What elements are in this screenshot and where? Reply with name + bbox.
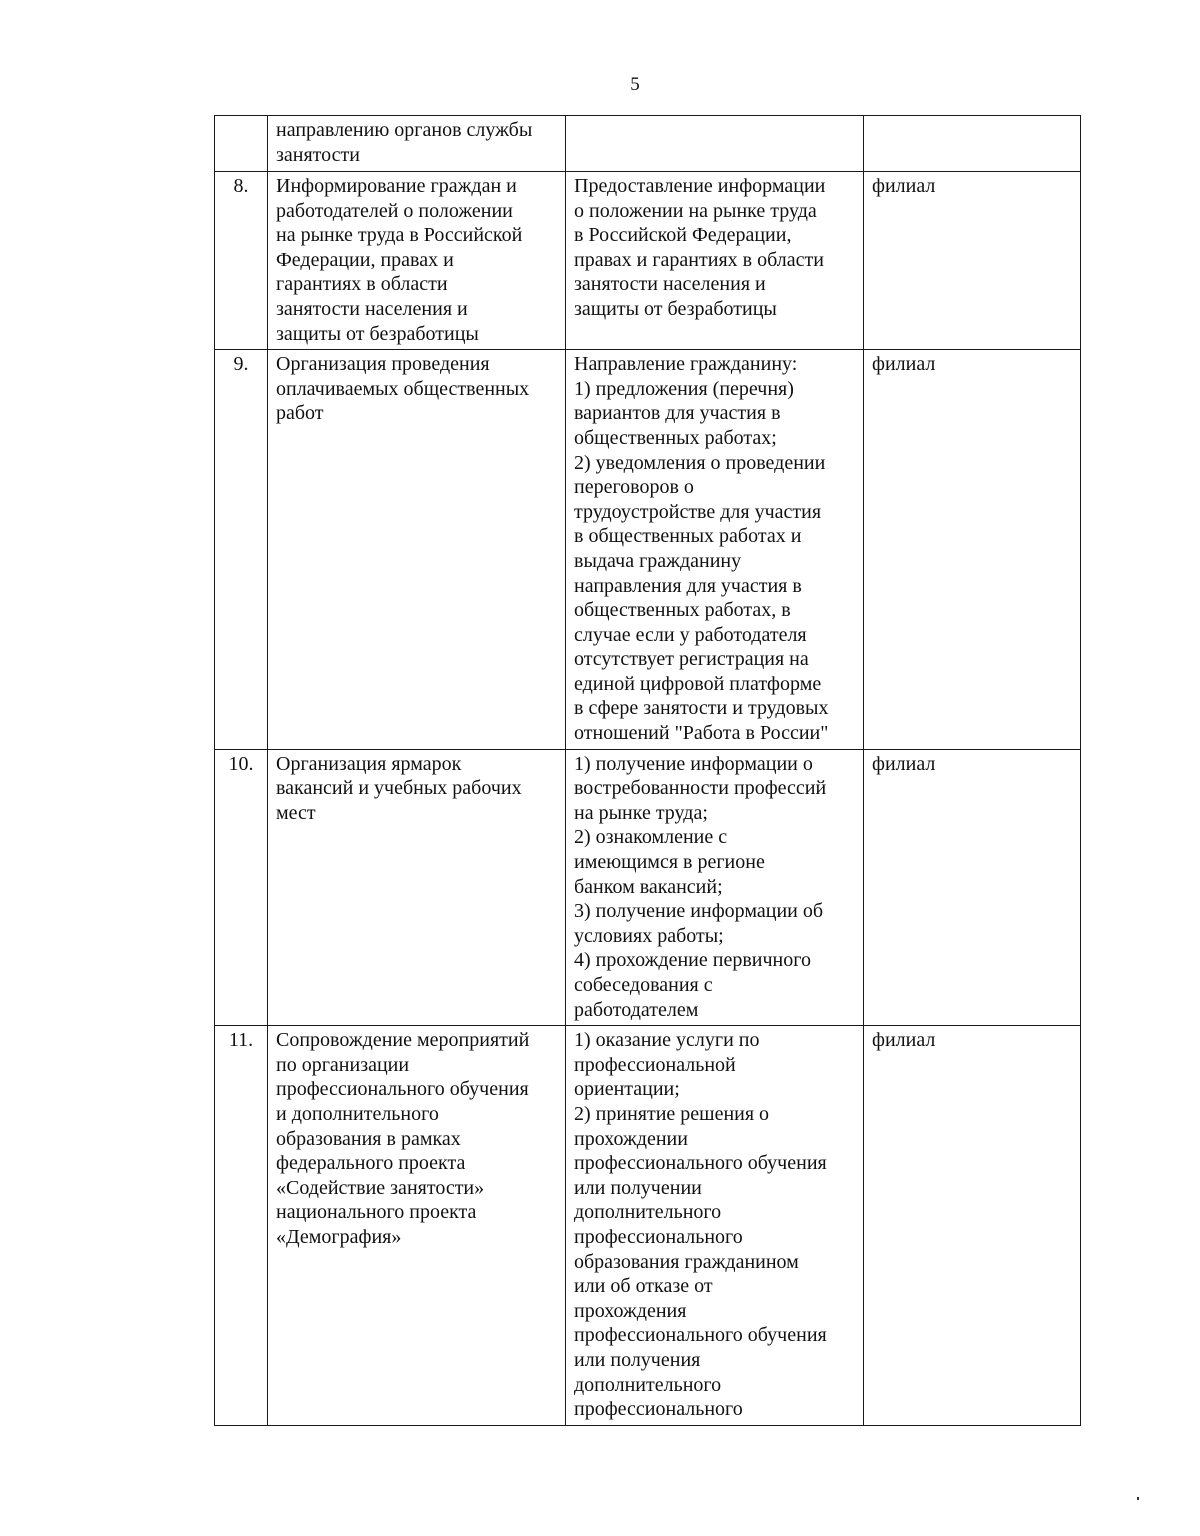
text-line: выдача гражданину	[574, 549, 742, 572]
table-row	[215, 1026, 1081, 1426]
text-line: работодателем	[574, 998, 699, 1021]
table-row	[215, 749, 1081, 1026]
text-line: востребованности профессий	[574, 777, 827, 800]
text-line: о положении на рынке труда	[574, 199, 817, 222]
scan-speck	[1137, 1497, 1139, 1500]
executor-cell	[864, 350, 1081, 750]
text-line: профессионального обучения	[574, 1152, 827, 1175]
text-line: или получения	[574, 1348, 701, 1371]
row-number-cell	[215, 116, 268, 172]
text-line: оплачиваемых общественных	[276, 377, 530, 400]
table-row	[215, 172, 1081, 350]
text-line: Организация проведения	[276, 353, 490, 376]
text-line: 1) предложения (перечня)	[574, 377, 794, 400]
text-line: и дополнительного	[276, 1102, 439, 1125]
text-line: единой цифровой платформе	[574, 672, 822, 695]
text-line: работ	[276, 402, 324, 425]
row-number-cell: 9.	[215, 350, 268, 750]
table-row	[215, 116, 1081, 172]
text-line: прохождения	[574, 1299, 687, 1322]
text-line: направлению органов службы	[276, 119, 533, 141]
executor-cell	[864, 1026, 1081, 1426]
text-line: 1) оказание услуги по	[574, 1029, 760, 1052]
text-line: дополнительного	[574, 1201, 722, 1224]
text-line: ориентации;	[574, 1078, 680, 1101]
text-line: дополнительного	[574, 1373, 722, 1396]
text-line: профессионального обучения	[574, 1324, 827, 1347]
text-line: в Российской Федерации,	[574, 224, 792, 247]
service-result-cell	[566, 172, 864, 350]
executor-cell	[864, 749, 1081, 1026]
text-line: условиях работы;	[574, 924, 724, 947]
text-line: мест	[276, 801, 316, 824]
text-line: в общественных работах и	[574, 525, 802, 548]
text-line: банком вакансий;	[574, 875, 723, 898]
page-number: 5	[630, 74, 640, 95]
text-line: на рынке труда;	[574, 801, 708, 824]
service-result-cell	[566, 350, 864, 750]
text-line: прохождении	[574, 1127, 688, 1150]
service-result-cell	[566, 116, 864, 172]
text-line: или получении	[574, 1176, 702, 1199]
text-line: занятости населения и	[574, 273, 766, 296]
text-line: 2) принятие решения о	[574, 1102, 770, 1125]
text-line: филиал	[872, 752, 936, 775]
text-line: вакансий и учебных рабочих	[276, 777, 522, 800]
text-line: отношений "Работа в России"	[574, 722, 829, 745]
text-line: 3) получение информации об	[574, 900, 824, 923]
text-line: гарантиях в области	[276, 273, 448, 296]
text-line: профессионального	[574, 1225, 743, 1248]
text-line: профессионального обучения	[276, 1078, 529, 1101]
text-line: в сфере занятости и трудовых	[574, 697, 829, 720]
table-row	[215, 350, 1081, 750]
text-line: занятости населения и	[276, 297, 468, 320]
text-line: образования в рамках	[276, 1127, 461, 1150]
text-line: Информирование граждан и	[276, 175, 517, 197]
text-line: профессиональной	[574, 1053, 736, 1076]
text-line: по организации	[276, 1053, 410, 1076]
text-line: федерального проекта	[276, 1152, 466, 1175]
text-line: трудоустройстве для участия	[574, 500, 822, 523]
text-line: случае если у работодателя	[574, 623, 807, 646]
service-name-cell	[268, 172, 566, 350]
text-line: национального проекта	[276, 1201, 477, 1224]
text-line: защиты от безработицы	[574, 297, 777, 320]
text-line: 2) ознакомление с	[574, 826, 728, 849]
service-result-cell	[566, 749, 864, 1026]
text-line: 1) получение информации о	[574, 752, 813, 775]
text-line: Предоставление информации	[574, 175, 826, 197]
text-line: филиал	[872, 353, 936, 376]
text-line: отсутствует регистрация на	[574, 648, 809, 671]
row-number-cell: 10.	[215, 749, 268, 1026]
text-line: образования гражданином	[574, 1250, 799, 1273]
text-line: общественных работах;	[574, 426, 777, 449]
text-line: «Демография»	[276, 1225, 402, 1248]
text-line: защиты от безработицы	[276, 322, 479, 345]
text-line: общественных работах, в	[574, 599, 791, 622]
text-line: Организация ярмарок	[276, 752, 462, 775]
service-name-cell	[268, 116, 566, 172]
text-line: переговоров о	[574, 476, 694, 499]
text-line: на рынке труда в Российской	[276, 224, 523, 247]
executor-cell	[864, 172, 1081, 350]
row-number-cell: 8.	[215, 172, 268, 350]
services-table	[214, 115, 1081, 1426]
service-result-cell	[566, 1026, 864, 1426]
text-line: вариантов для участия в	[574, 402, 781, 425]
text-line: 2) уведомления о проведении	[574, 451, 826, 474]
text-line: правах и гарантиях в области	[574, 248, 824, 271]
text-line: Федерации, правах и	[276, 248, 454, 271]
text-line: 4) прохождение первичного	[574, 949, 811, 972]
text-line: направления для участия в	[574, 574, 802, 597]
service-name-cell	[268, 1026, 566, 1426]
table-body	[215, 116, 1081, 1426]
text-line: собеседования с	[574, 974, 713, 996]
text-line: филиал	[872, 1029, 936, 1052]
row-number-cell: 11.	[215, 1026, 268, 1426]
text-line: «Содействие занятости»	[276, 1176, 485, 1199]
executor-cell	[864, 116, 1081, 172]
service-name-cell	[268, 350, 566, 750]
text-line: профессионального	[574, 1398, 743, 1421]
text-line: или об отказе от	[574, 1275, 713, 1298]
text-line: филиал	[872, 175, 936, 197]
text-line: Сопровождение мероприятий	[276, 1029, 530, 1052]
text-line: занятости	[276, 143, 360, 166]
text-line: работодателей о положении	[276, 199, 513, 222]
text-line: имеющимся в регионе	[574, 851, 765, 874]
text-line: Направление гражданину:	[574, 353, 798, 376]
service-name-cell	[268, 749, 566, 1026]
